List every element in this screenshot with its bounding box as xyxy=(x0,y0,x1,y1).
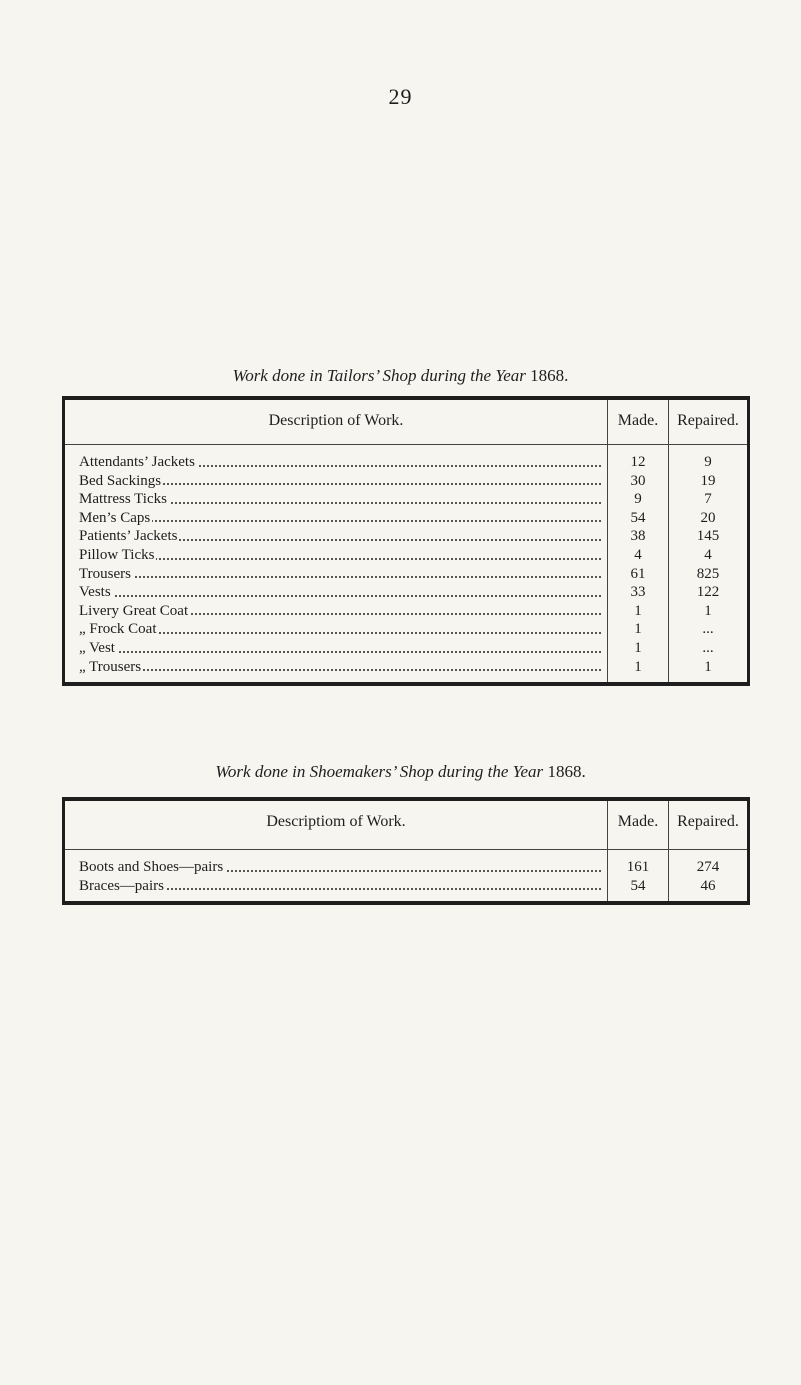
repaired-value: 825 xyxy=(696,565,720,582)
repaired-column xyxy=(668,445,747,682)
table-row xyxy=(65,602,607,621)
made-value: 33 xyxy=(630,584,646,601)
made-value: 30 xyxy=(630,472,646,489)
header-description: Description of Work. xyxy=(268,412,404,429)
description-column xyxy=(65,850,607,901)
table-row xyxy=(65,490,607,509)
header-made: Made. xyxy=(607,400,668,444)
repaired-value: 7 xyxy=(704,491,712,508)
header-repaired: Repaired. xyxy=(668,801,747,849)
made-value: 61 xyxy=(630,565,646,582)
tailors-caption-year: 1868. xyxy=(530,366,569,385)
row-description: Patients’ Jackets xyxy=(79,528,178,545)
row-description: Boots and Shoes—pairs xyxy=(79,859,224,875)
row-description: Vests xyxy=(79,584,111,601)
made-value: 161 xyxy=(626,859,650,875)
made-value: 9 xyxy=(634,491,642,508)
made-column xyxy=(607,445,668,682)
header-made: Made. xyxy=(607,801,668,849)
repaired-value: 19 xyxy=(700,472,716,489)
tailors-caption xyxy=(0,366,801,386)
tailors-table-header xyxy=(65,400,747,445)
header-repaired: Repaired. xyxy=(668,400,747,444)
tailors-caption-text: Work done in Tailors’ Shop during the Year xyxy=(232,366,526,385)
row-description: Attendants’ Jackets xyxy=(79,454,195,470)
table-row xyxy=(65,583,607,602)
repaired-value: 4 xyxy=(704,546,712,563)
shoemakers-caption-text: Work done in Shoemakers’ Shop during the Year xyxy=(215,762,544,781)
repaired-value: 1 xyxy=(704,658,712,675)
repaired-value: 20 xyxy=(700,509,716,526)
table-row xyxy=(65,658,607,677)
table-row xyxy=(65,509,607,528)
made-value: 4 xyxy=(634,546,642,563)
row-description: „ Frock Coat xyxy=(79,621,157,638)
made-column xyxy=(607,850,668,901)
repaired-value: 46 xyxy=(700,877,716,894)
repaired-value: 9 xyxy=(704,454,712,470)
made-value: 1 xyxy=(634,621,642,638)
row-description: Pillow Ticks xyxy=(79,546,155,563)
made-value: 1 xyxy=(634,658,642,675)
made-value: 1 xyxy=(634,639,642,656)
description-column xyxy=(65,445,607,682)
repaired-value: ... xyxy=(702,639,714,656)
row-description: Mattress Ticks xyxy=(79,491,167,508)
made-value: 38 xyxy=(630,528,646,545)
page-number: 29 xyxy=(388,84,413,109)
shoemakers-table xyxy=(62,797,750,905)
table-row xyxy=(65,620,607,639)
shoemakers-caption xyxy=(0,762,801,782)
made-value: 54 xyxy=(630,509,646,526)
row-description: Braces—pairs xyxy=(79,877,164,894)
header-description: Descriptiom of Work. xyxy=(266,813,406,830)
table-row xyxy=(65,858,607,877)
row-description: Men’s Caps xyxy=(79,509,151,526)
made-value: 1 xyxy=(634,602,642,619)
shoemakers-table-body xyxy=(65,850,747,901)
shoemakers-caption-year: 1868. xyxy=(547,762,586,781)
table-row xyxy=(65,527,607,546)
table-row xyxy=(65,453,607,472)
tailors-table xyxy=(62,396,750,686)
row-description: Bed Sackings xyxy=(79,472,162,489)
tailors-table-body xyxy=(65,445,747,682)
table-row xyxy=(65,565,607,584)
table-row xyxy=(65,877,607,896)
row-description: Livery Great Coat xyxy=(79,602,189,619)
repaired-value: 122 xyxy=(696,584,720,601)
repaired-value: 1 xyxy=(704,602,712,619)
repaired-value: ... xyxy=(702,621,714,638)
row-description: Trousers xyxy=(79,565,131,582)
repaired-value: 145 xyxy=(696,528,720,545)
table-row xyxy=(65,472,607,491)
repaired-value: 274 xyxy=(696,859,720,875)
table-row xyxy=(65,546,607,565)
shoemakers-table-header xyxy=(65,801,747,850)
row-description: „ Trousers xyxy=(79,658,142,675)
row-description: „ Vest xyxy=(79,639,115,656)
made-value: 12 xyxy=(630,454,646,470)
table-row xyxy=(65,639,607,658)
made-value: 54 xyxy=(630,877,646,894)
repaired-column xyxy=(668,850,747,901)
